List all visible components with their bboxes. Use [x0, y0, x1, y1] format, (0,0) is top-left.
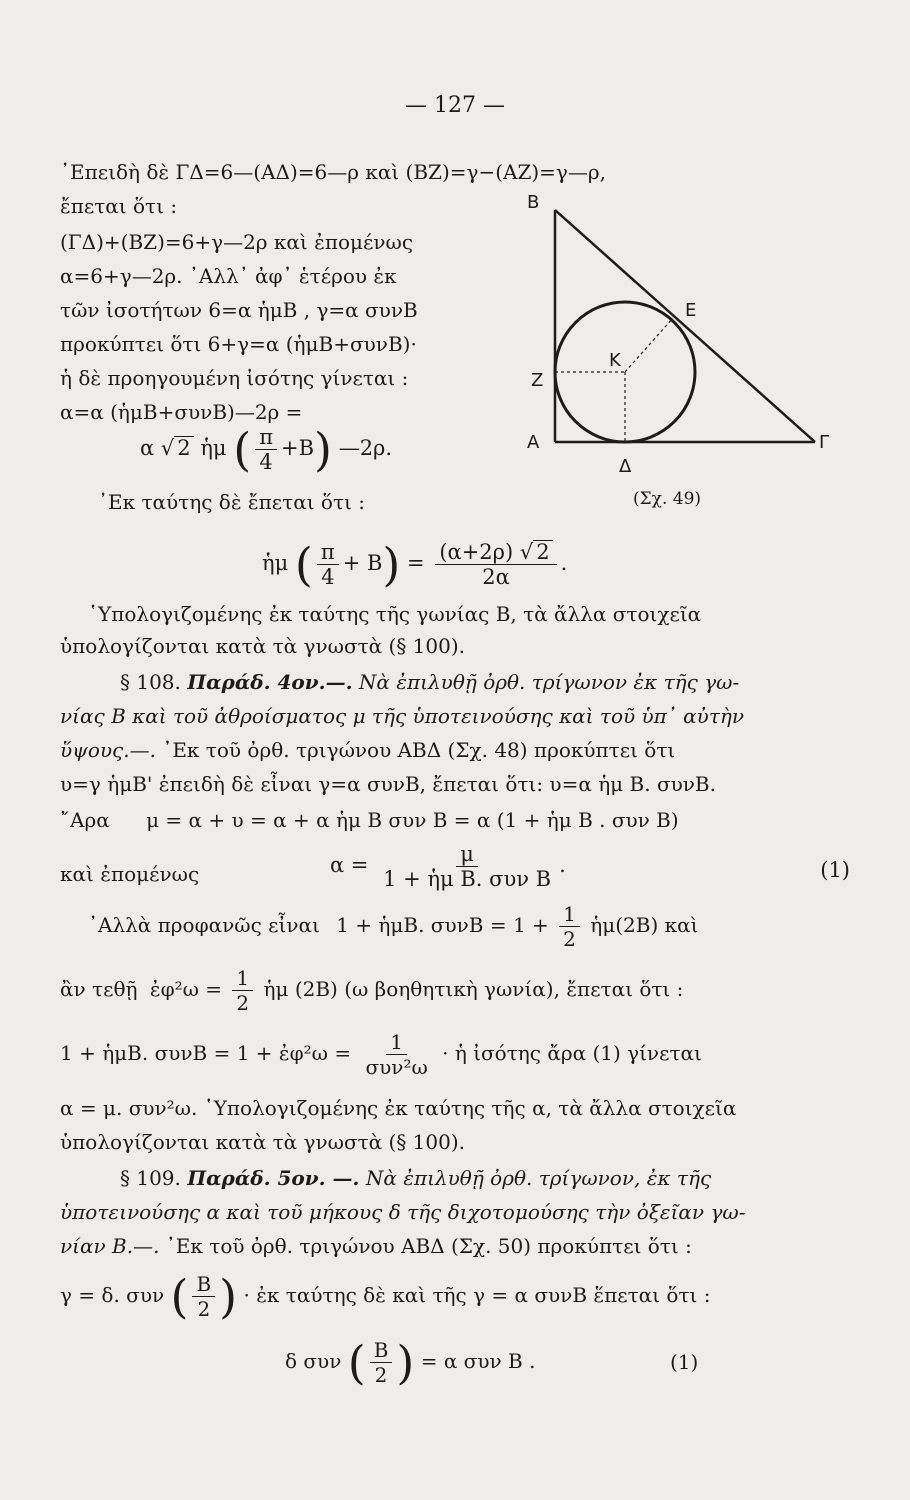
eq9-denominator: 4 — [259, 450, 273, 474]
equation-fragment: ἐφ²ω = — [149, 977, 223, 1001]
text-line: ὑποτεινούσης α καὶ τοῦ μήκους δ τῆς διχοτομούσης τὴν ὀξεῖαν γω- — [60, 1200, 746, 1224]
fraction-numerator: 1 — [232, 966, 253, 991]
eq9-fraction — [255, 425, 277, 474]
eq1-numerator: μ — [456, 842, 478, 867]
text-fragment: νίαν Β.—. — [60, 1234, 160, 1258]
text-line: προκύπτει ὅτι 6+γ=α (ἡμΒ+συνΒ)· — [60, 332, 417, 356]
fraction-numerator: Β — [370, 1338, 393, 1363]
text-line: ᾿Εκ ταύτης δὲ ἔπεται ὅτι : — [98, 490, 365, 514]
text-line: υ=γ ἡμΒ' ἐπειδὴ δὲ εἶναι γ=α συνΒ, ἔπεται ὅτι: υ=α ἡμ Β. συνΒ. — [60, 772, 716, 796]
eq11-equals: = — [407, 551, 425, 575]
figure-49 — [525, 190, 855, 520]
eq9-hm: ἡμ — [200, 436, 227, 460]
text-fragment: ἡμ(2Β) καὶ — [590, 913, 699, 937]
eq11-numerator: π — [317, 540, 339, 565]
fraction-denominator: 2 — [197, 1297, 211, 1321]
equation-fragment: δ συν — [285, 1349, 342, 1373]
eq11-dot: . — [560, 551, 568, 575]
equation-inline: μ = α + υ = α + α ἡμ Β συν Β = α (1 + ἡμ Β . συν Β) — [146, 808, 679, 832]
fraction-numerator: 1 — [386, 1030, 407, 1055]
eq9-pre: α — [140, 436, 155, 460]
text-line: α=α (ἡμΒ+συνΒ)—2ρ = — [60, 400, 303, 424]
example-label: Παράδ. 4ον.—. — [187, 670, 353, 694]
eq11-denominator: 4 — [321, 565, 335, 589]
section-number: § 109. — [120, 1166, 181, 1190]
page-number: — 127 — — [405, 93, 505, 118]
text-fragment: ἡμ (2Β) (ω βοηθητικὴ γωνία), ἔπεται ὅτι : — [263, 977, 684, 1001]
eq11-rhs-denominator: 2α — [482, 565, 510, 589]
fraction-numerator: 1 — [559, 902, 580, 927]
section-number: § 108. — [120, 670, 181, 694]
text-line — [60, 966, 683, 1015]
equation-fragment: 1 + ἡμΒ. συνΒ = 1 + ἐφ²ω = — [60, 1041, 352, 1065]
problem-statement: Νὰ ἐπιλυθῇ ὀρθ. τρίγωνον ἐκ τῆς γω- — [358, 670, 740, 694]
text-line: α=6+γ—2ρ. ᾿Αλλ᾿ ἀφ᾿ ἑτέρου ἐκ — [60, 264, 397, 288]
text-line — [60, 736, 850, 764]
label-a: Α — [527, 432, 540, 453]
fraction-numerator: Β — [192, 1272, 215, 1297]
section-109-header — [120, 1164, 850, 1192]
eq9-post: —2ρ. — [338, 436, 393, 460]
eq11-plus: + Β — [342, 551, 383, 575]
text-line — [88, 902, 698, 951]
text-line: ἡ δὲ προηγουμένη ἰσότης γίνεται : — [60, 366, 409, 390]
label-k: Κ — [609, 350, 621, 371]
figure-caption: (Σχ. 49) — [633, 489, 702, 509]
text-line: τῶν ἰσοτήτων 6=α ἡμΒ , γ=α συνΒ — [60, 298, 418, 322]
text-fragment: ἂν τεθῇ — [60, 977, 138, 1001]
text-fragment: ᾿Αλλὰ προφανῶς εἶναι — [88, 913, 320, 937]
eq11-rhs-fraction: $\frac{(\alpha+2\rho) √ 2}{2\alpha}$ — [435, 540, 556, 589]
text-line: γ = δ. συν ( $\frac{B}{2}$ ) · ἐκ ταύτης δὲ καὶ τῆς γ = α συνΒ ἕπεται ὅτι : — [60, 1269, 711, 1324]
radius-ke — [625, 318, 673, 372]
equation-fragment: 1 + ἡμΒ. συνΒ = 1 + — [336, 913, 549, 937]
fraction-denominator: 2 — [563, 927, 576, 951]
fraction-denominator: 2 — [374, 1363, 388, 1387]
text-line — [60, 806, 850, 834]
text-fragment: ὕψους.—. — [60, 738, 156, 762]
text-fragment: ᾿Εκ τοῦ ὀρθ. τριγώνου ΑΒΔ (Σχ. 50) προκύπτει ὅτι : — [165, 1234, 692, 1258]
text-line: καὶ ἐπομένως — [60, 862, 200, 886]
equation-eq9: α √ 2 ἡμ ( $\frac{\pi}{4}$ +Β) —2ρ. — [140, 422, 393, 477]
text-line: ὑπολογίζονται κατὰ τὰ γνωστὰ (§ 100). — [60, 1130, 466, 1154]
label-b: Β — [527, 192, 540, 213]
equation-final: δ συν ( $\frac{B}{2}$ ) = α συν Β . — [285, 1335, 536, 1390]
text-fragment: · ἡ ἰσότης ἄρα (1) γίνεται — [442, 1041, 702, 1065]
eq1-denominator: 1 + ἡμ Β. συν Β — [383, 867, 552, 891]
equation-tag: (1) — [820, 858, 850, 882]
eq1-lhs: α = — [330, 853, 369, 877]
text-line — [60, 1030, 702, 1079]
eq11-rhs-numerator: (α+2ρ) — [439, 540, 514, 564]
label-z: Ζ — [531, 370, 544, 391]
text-fragment: ᾿Εκ τοῦ ὀρθ. τριγώνου ΑΒΔ (Σχ. 48) προκύπτει ὅτι — [162, 738, 676, 762]
fraction-denominator: συν²ω — [365, 1055, 428, 1079]
eq9-sqrt: 2 — [174, 436, 193, 459]
equation-fragment: = α συν Β . — [420, 1349, 536, 1373]
eq11-rhs-sqrt: 2 — [533, 540, 552, 563]
text-line: νίας Β καὶ τοῦ ἀθροίσματος μ τῆς ὑποτεινούσης καὶ τοῦ ὑπ᾿ αὐτὴν — [60, 704, 745, 728]
equation-fragment: γ = δ. συν — [60, 1283, 165, 1307]
eq11-hm: ἡμ — [262, 551, 289, 575]
equation-tag: (1) — [670, 1350, 699, 1374]
text-line: α = μ. συν²ω. ῾Υπολογιζομένης ἐκ ταύτης τῆς α, τὰ ἄλλα στοιχεῖα — [60, 1096, 737, 1120]
text-line: ἔπεται ὅτι : — [60, 194, 178, 218]
text-fragment: · ἐκ ταύτης δὲ καὶ τῆς γ = α συνΒ ἕπεται ὅτι : — [243, 1283, 711, 1307]
text-line — [60, 1232, 850, 1260]
text-line: ᾿Επειδὴ δὲ ΓΔ=6—(ΑΔ)=6—ρ καὶ (ΒΖ)=γ−(ΑΖ)=γ—ρ, — [60, 160, 606, 184]
section-108-header — [120, 668, 850, 696]
fraction-denominator: 2 — [236, 991, 250, 1015]
equation-1: α = $\frac{\mu}{\text{1 + ἡμ Β. συν Β}}$ . — [330, 842, 566, 891]
label-d: Δ — [619, 456, 632, 477]
label-e: Ε — [685, 300, 697, 321]
text-fragment: ῎Αρα — [60, 808, 110, 832]
label-g: Γ — [819, 432, 830, 453]
text-line: (ΓΔ)+(ΒΖ)=6+γ—2ρ καὶ ἐπομένως — [60, 230, 414, 254]
eq9-numerator: π — [255, 425, 277, 450]
eq9-plus: +Β — [281, 436, 315, 460]
text-line: ὑπολογίζονται κατὰ τὰ γνωστὰ (§ 100). — [60, 634, 466, 658]
eq11-fraction — [317, 540, 339, 589]
example-label: Παράδ. 5ον. —. — [187, 1166, 360, 1190]
problem-statement: Νὰ ἐπιλυθῇ ὀρθ. τρίγωνον, ἐκ τῆς — [365, 1166, 712, 1190]
equation-eq11: ἡμ ( $\frac{\pi}{4}$ + Β) = $\frac{(\alpha+2\rho) √ 2}{2\alpha}$ . — [262, 537, 568, 592]
text-line: ῾Υπολογιζομένης ἐκ ταύτης τῆς γωνίας Β, τὰ ἄλλα στοιχεῖα — [88, 602, 702, 626]
